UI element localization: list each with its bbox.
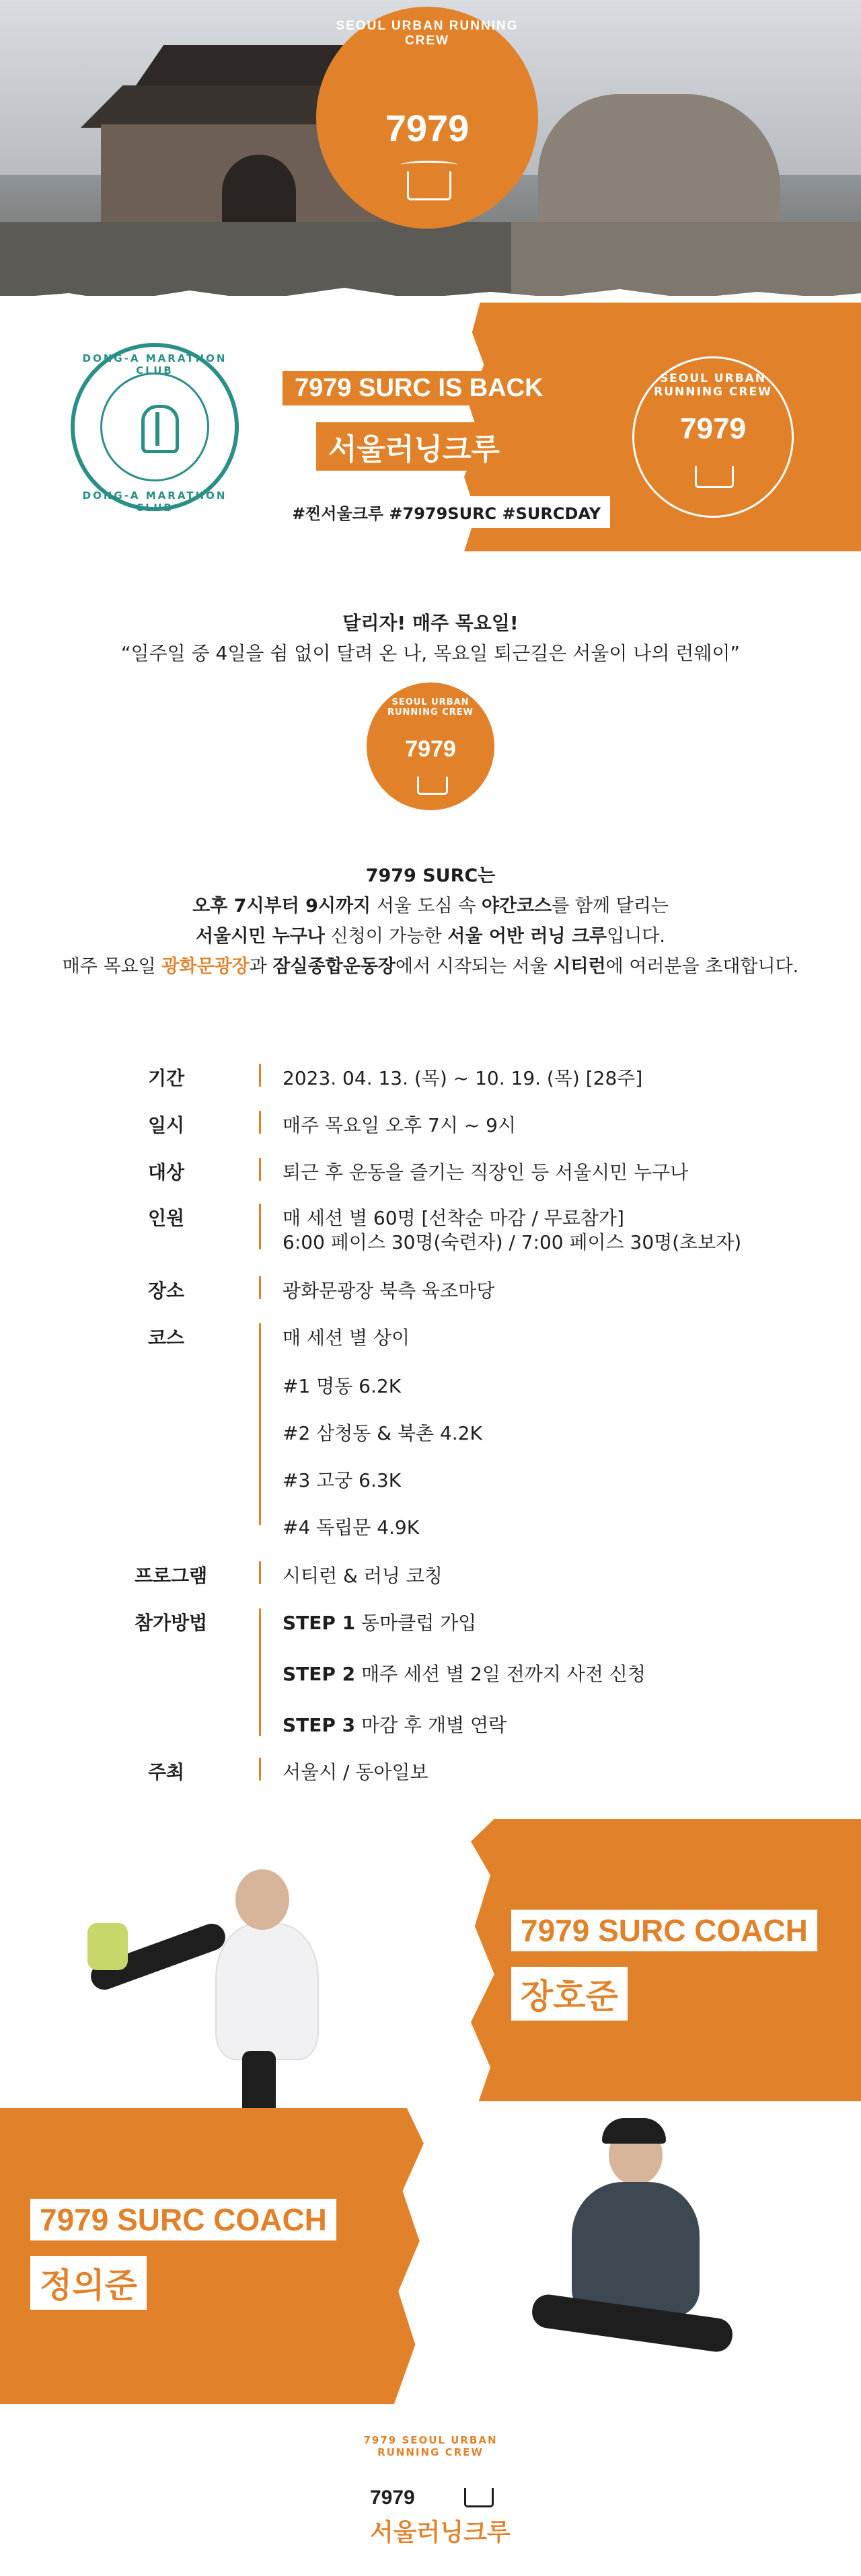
crew-badge-arc-text: SEOUL URBAN RUNNING CREW [336, 19, 519, 48]
course-label: 코스 [148, 1327, 185, 1349]
crew-badge-number: 7979 [385, 107, 470, 149]
course-4: #4 독립문 4.9K [283, 1516, 420, 1538]
coach-a-jacket [215, 1923, 319, 2060]
cap-icon [602, 2118, 666, 2144]
helmet-icon [141, 405, 179, 453]
target-value: 퇴근 후 운동을 즐기는 직장인 등 서울시민 누구나 [283, 1161, 689, 1183]
description-line-4 [0, 951, 861, 978]
crew-badge [316, 7, 538, 229]
footer-crew-logo [350, 2434, 511, 2569]
citizens-highlight: 서울시민 누구나 [196, 926, 326, 947]
host-value: 서울시 / 동아일보 [283, 1761, 428, 1783]
coach-a-head [235, 1869, 289, 1930]
program-label: 프로그램 [135, 1565, 208, 1587]
text: 를 함께 달리는 [552, 896, 669, 916]
capacity-label: 인원 [148, 1207, 185, 1229]
footer-korean-name: 서울러닝크루 [370, 2519, 511, 2546]
intro-quote: “일주일 중 4일을 쉼 없이 달려 온 나, 목요일 퇴근길은 서울이 나의 런웨이” [121, 642, 740, 664]
place-value: 광화문광장 북측 육조마당 [283, 1280, 495, 1302]
coach-a-title: 7979 SURC COACH [511, 1910, 817, 1951]
step-3-text: 마감 후 개별 연락 [355, 1714, 507, 1736]
divider [259, 1323, 261, 1525]
surc-is-back-tag: 7979 SURC IS BACK [283, 371, 556, 405]
program-value: 시티런 & 러닝 코칭 [283, 1565, 443, 1587]
club-logo-text-bottom: DONG-A MARATHON CLUB [82, 490, 227, 514]
crew-badge-small-arc: SEOUL URBAN RUNNING CREW [387, 697, 474, 717]
step-2-key: STEP 2 [283, 1663, 356, 1685]
footer-number: 7979 [370, 2487, 415, 2509]
divider [259, 1158, 261, 1181]
gate-icon [407, 171, 451, 200]
step-2-text: 매주 세션 별 2일 전까지 사전 신청 [355, 1663, 646, 1685]
text: 에 여러분을 초대합니다. [605, 956, 799, 977]
crew-badge-outline-arc: SEOUL URBAN RUNNING CREW [654, 372, 772, 399]
text: 매주 목요일 [62, 956, 162, 977]
step-3 [283, 1711, 507, 1738]
jamsil-highlight: 잠실종합운동장 [272, 956, 396, 977]
dong-a-marathon-club-logo [71, 343, 239, 514]
footer-arc-text: 7979 SEOUL URBAN RUNNING CREW [363, 2434, 498, 2458]
text: 서울 도심 속 [371, 896, 482, 916]
step-3-key: STEP 3 [283, 1714, 356, 1736]
description-line-3 [0, 921, 861, 947]
divider [259, 1276, 261, 1299]
step-2 [283, 1660, 646, 1686]
time-highlight: 오후 7시부터 9시까지 [192, 896, 371, 916]
divider [259, 1608, 261, 1736]
seoul-running-crew-tag: 서울러닝크루 [316, 422, 512, 471]
intro-title: 달리자! 매주 목요일! [342, 612, 519, 634]
night-course-highlight: 야간코스 [481, 896, 552, 916]
coach-b-name: 정의준 [30, 2256, 147, 2310]
coach-b-title: 7979 SURC COACH [30, 2199, 336, 2240]
time-value: 매주 목요일 오후 7시 ~ 9시 [283, 1114, 517, 1136]
crew-badge-small-number: 7979 [405, 736, 456, 762]
gate-icon [417, 777, 448, 795]
step-1-key: STEP 1 [283, 1612, 356, 1634]
club-logo-text-top: DONG-A MARATHON CLUB [82, 352, 227, 377]
time-label: 일시 [148, 1114, 185, 1136]
capacity-value-2: 6:00 페이스 30명(숙련자) / 7:00 페이스 30명(초보자) [283, 1231, 742, 1253]
statue-stone-base [511, 222, 861, 296]
apply-method-label: 참가방법 [135, 1612, 208, 1634]
divider [259, 1204, 261, 1249]
crew-badge-small [367, 682, 494, 810]
course-value: 매 세션 별 상이 [283, 1327, 410, 1349]
step-1-text: 동마클럽 가입 [355, 1612, 477, 1634]
coach-a-panel [471, 1819, 861, 2101]
description-line-1: 7979 SURC는 [365, 865, 496, 886]
crew-badge-outline-number: 7979 [680, 412, 746, 445]
place-label: 장소 [148, 1280, 185, 1302]
hashtags: #찐서울크루 #7979SURC #SURCDAY [283, 496, 610, 528]
club-logo-inner [100, 373, 209, 481]
target-label: 대상 [148, 1161, 185, 1183]
hero-banner [0, 0, 861, 296]
divider [259, 1111, 261, 1134]
gate-icon [464, 2488, 494, 2507]
divider [259, 1064, 261, 1087]
capacity-value-1: 매 세션 별 60명 [선착순 마감 / 무료참가] [283, 1207, 624, 1229]
city-run-highlight: 시티런 [553, 956, 606, 977]
running-shoe [87, 1923, 128, 1970]
crew-badge-outline [632, 356, 794, 518]
description-line-2 [0, 891, 861, 917]
divider [259, 1561, 261, 1584]
text: 신청이 가능한 [325, 926, 448, 947]
step-1 [283, 1608, 476, 1635]
host-label: 주최 [148, 1761, 185, 1783]
course-1: #1 명동 6.2K [283, 1375, 402, 1397]
text: 과 [249, 956, 273, 977]
coach-b-shirt [572, 2182, 700, 2316]
course-2: #2 삼청동 & 북촌 4.2K [283, 1422, 482, 1444]
text: 입니다. [607, 926, 665, 947]
coach-a-name: 장호준 [511, 1967, 628, 2021]
period-label: 기간 [148, 1067, 185, 1089]
divider [259, 1758, 261, 1781]
gate-icon [695, 466, 734, 488]
period-value: 2023. 04. 13. (목) ~ 10. 19. (목) [28주] [283, 1067, 643, 1089]
palace-gate [222, 155, 296, 229]
gwanghwamun-highlight: 광화문광장 [161, 956, 250, 977]
text: 에서 시작되는 서울 [396, 956, 554, 977]
course-3: #3 고궁 6.3K [283, 1469, 402, 1491]
urban-crew-highlight: 서울 어반 러닝 크루 [447, 926, 607, 947]
